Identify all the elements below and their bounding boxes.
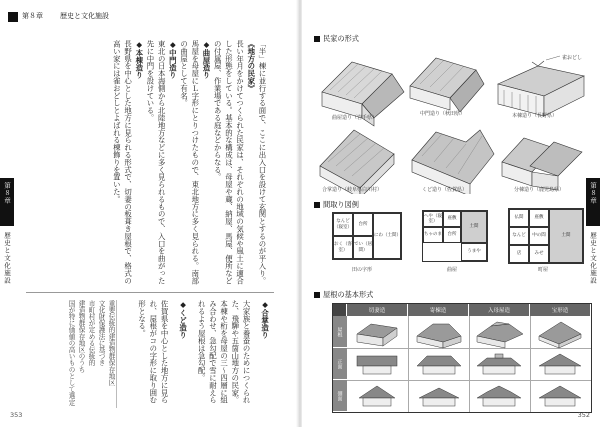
lower-text-column: [118, 300, 278, 408]
floor-plan-magariya: [422, 210, 488, 262]
roof-col-header: 入母屋造: [469, 304, 530, 316]
roof-side-views: [359, 386, 581, 406]
house-label-1: 曲屋造り（岩手県）: [332, 115, 378, 121]
right-page: [302, 0, 600, 427]
room: なんど（寝室）: [333, 213, 353, 236]
chapter-tab-subtitle-right: 歴史と文化施設: [589, 232, 597, 285]
chapter-title: 歴史と文化施設: [60, 12, 109, 20]
note-line: 国が特に価値の高いものとして選定: [67, 300, 75, 406]
room: 中の間: [529, 227, 549, 245]
note-line: 重要伝統的建造物群保存地区: [107, 300, 115, 386]
paragraph: 「半」棟に並行する面で、ここに出入口を設けて玄関とするのが平入り。: [258, 40, 267, 285]
chapter-label: 第８章: [22, 12, 43, 20]
room: 土間: [549, 209, 583, 263]
roof-row-header: 側面: [333, 380, 347, 412]
room: おく（客室）: [333, 236, 353, 259]
room: 土間: [461, 211, 487, 243]
chapter-tab-label-right: 第８章: [589, 182, 597, 205]
floor-plan-machiya: [508, 208, 584, 264]
floor-plan-caption-c: 町屋: [538, 267, 549, 273]
floor-plan-caption-b: 曲屋: [447, 267, 458, 273]
house-annotation: 雀おどし: [562, 55, 583, 61]
house-gassho: [320, 130, 394, 194]
roof-row-header: 正面: [333, 348, 347, 380]
section-heading: ◆中門造り: [168, 40, 178, 79]
section-heading: ◆本棟造り: [134, 40, 144, 79]
room: 台所: [443, 227, 461, 243]
room: 仏間: [509, 209, 529, 227]
roof-hogyo-perspective: [539, 322, 581, 348]
page-number-right: 352: [577, 411, 590, 419]
paragraph: 長い年月をかけてつくられた民家は、それぞれの地域の気候や風土に適合した形態をしている。基本的な構成は、母屋や蔵、納屋、馬屋、便所などの付属屋、作業場である庭などからなる。: [213, 40, 245, 285]
room: でい（居間）: [353, 236, 373, 259]
room: 座敷: [529, 209, 549, 227]
roof-front-views: [357, 354, 581, 374]
room: ちゃのま: [423, 227, 443, 243]
paragraph: 東北の日本海側から北陸地方などに多く見られるもので、入口を曲がった先に中門を設けている。: [145, 40, 167, 285]
note-line: 市町村が定める伝統的: [87, 300, 95, 366]
house-bunto: [502, 138, 582, 190]
floor-plan-tanoji: [332, 212, 402, 260]
page-number-left: 353: [10, 411, 23, 419]
room: へや（寝室）: [423, 211, 443, 227]
house-chumon: [410, 58, 484, 112]
chapter-tab-label: 第８章: [3, 182, 11, 205]
roof-corner: [333, 304, 347, 316]
room: にわ（土間）: [373, 213, 401, 259]
roof-diagrams: [347, 316, 591, 412]
chapter-marker: [8, 12, 18, 22]
left-page: [0, 0, 298, 427]
section-title-madori: 間取り図例: [314, 200, 359, 210]
paragraph: 佐賀県を中心とした地方に見られ、屋根がコの字形に取り囲む形となる。: [137, 300, 170, 404]
section-heading: 《地方の民家》: [246, 40, 256, 92]
chapter-tab-subtitle: 歴史と文化施設: [3, 232, 11, 285]
room: 店: [509, 245, 529, 263]
roof-col-header: 切妻造: [347, 304, 408, 316]
house-label-5: くど造り（佐賀県）: [422, 187, 468, 193]
paragraph: 長野県を中心とした地方に見られる形式で、切妻の板葺き屋根で、格式の高い家には雀おどしとよばれる棟飾りを置いた。: [112, 40, 133, 285]
room: なんど: [509, 227, 529, 245]
room: うまや: [461, 243, 487, 261]
room: みせ: [529, 245, 549, 263]
roof-forms-table: [332, 303, 592, 413]
room: 座敷: [443, 211, 461, 227]
section-heading: ◆合掌造り: [260, 300, 270, 339]
section-divider: [26, 292, 274, 293]
house-label-2: 中門造り（秋田県）: [420, 111, 466, 117]
roof-col-header: 寄棟造: [408, 304, 469, 316]
roof-col-header: 宝形造: [530, 304, 591, 316]
house-honmune: [498, 56, 584, 116]
room: 台所: [353, 213, 373, 236]
paragraph: 馬屋を母屋にＬ字形にとりつけたもので、東北地方に多く見られる。南部の曲屋として有名。: [179, 40, 200, 285]
roof-yosemune-perspective: [417, 324, 461, 348]
paragraph: 大家族と養蚕のためにつくられた、飛騨や五箇山地方の民家。本棟や桁を母屋の三～四層に組み合わせ、急勾配で雪に耐えられるよう屋根は急勾配。: [197, 300, 252, 404]
side-note: [30, 300, 116, 408]
note-line: 文化財保護法に基づき: [97, 300, 105, 366]
main-text-column: [28, 40, 268, 285]
chapter-tab: [0, 178, 14, 226]
roof-kirizuma-perspective: [357, 324, 397, 346]
house-label-6: 分棟造り（鹿児島県）: [514, 187, 565, 193]
note-line: 建造物群保存地区のうち: [77, 300, 85, 373]
house-kudo: [412, 130, 494, 194]
section-title-minka: 民家の形式: [314, 34, 359, 44]
house-label-3: 本棟造り（長野県）: [512, 113, 558, 119]
floor-plan-caption-a: 田の字形: [352, 267, 373, 273]
section-heading: ◆曲屋造り: [201, 40, 211, 79]
section-heading: ◆くど造り: [178, 300, 188, 339]
roof-row-header: 屋根: [333, 316, 347, 348]
house-label-4: 合掌造り（岐阜県白川村）: [322, 187, 383, 193]
roof-irimoya-perspective: [477, 322, 523, 348]
section-title-yane: 屋根の基本形式: [314, 290, 373, 300]
